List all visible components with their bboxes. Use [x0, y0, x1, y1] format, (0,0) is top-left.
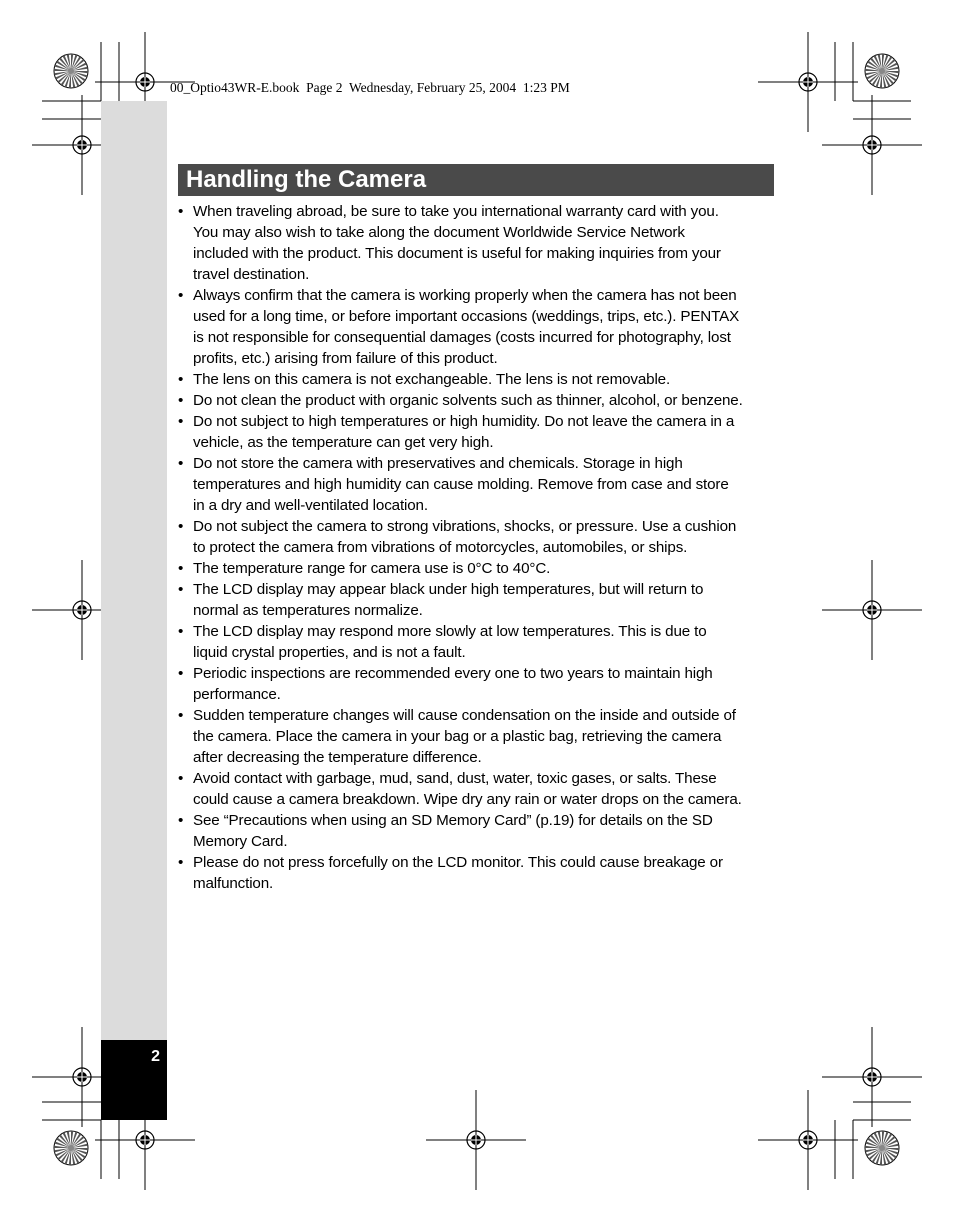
list-item-text: Avoid contact with garbage, mud, sand, dust, water, toxic gases, or salts. These could cause a camera breakdown. Wipe dry any rain or water drops on the camera.	[193, 770, 742, 808]
list-item-text: See “Precautions when using an SD Memory Card” (p.19) for details on the SD Memory Card.	[193, 812, 713, 850]
bullet-marker: •	[178, 287, 184, 304]
section-body	[178, 201, 778, 894]
bullet-marker: •	[178, 518, 184, 535]
list-item-text: Do not subject the camera to strong vibrations, shocks, or pressure. Use a cushion to protect the camera from vibrations of motorcycles, automobiles, or ships.	[193, 518, 737, 556]
list-item	[178, 852, 778, 894]
bullet-marker: •	[178, 560, 184, 577]
bullet-marker: •	[178, 770, 184, 787]
list-item-text: Please do not press forcefully on the LCD monitor. This could cause breakage or malfunction.	[193, 854, 723, 892]
list-item	[178, 369, 778, 390]
list-item-text: The LCD display may respond more slowly at low temperatures. This is due to liquid crystal properties, and is not a fault.	[193, 623, 707, 661]
list-item	[178, 621, 778, 663]
list-item	[178, 579, 778, 621]
list-item-text: Periodic inspections are recommended every one to two years to maintain high performance.	[193, 665, 713, 703]
list-item-text: The lens on this camera is not exchangeable. The lens is not removable.	[193, 371, 671, 388]
list-item	[178, 558, 778, 579]
star-target	[865, 54, 899, 88]
list-item	[178, 810, 778, 852]
handling-precautions-list	[178, 201, 778, 894]
registration-target	[822, 95, 922, 195]
list-item	[178, 390, 778, 411]
list-item-text: Do not clean the product with organic solvents such as thinner, alcohol, or benzene.	[193, 392, 743, 409]
list-item	[178, 663, 778, 705]
list-item	[178, 516, 778, 558]
list-item	[178, 705, 778, 768]
list-item-text: Do not store the camera with preservatives and chemicals. Storage in high temperatures and high humidity can cause molding. Remove from case and store in a dry and well-ventilated location.	[193, 455, 729, 514]
section-heading-bar	[178, 164, 774, 196]
bullet-marker: •	[178, 581, 184, 598]
bullet-marker: •	[178, 707, 184, 724]
list-item-text: Do not subject to high temperatures or high humidity. Do not leave the camera in a vehicle, as the temperature can get very high.	[193, 413, 735, 451]
list-item	[178, 285, 778, 369]
registration-target	[822, 560, 922, 660]
list-item-text: When traveling abroad, be sure to take you international warranty card with you. You may also wish to take along the document Worldwide Service Network included with the product. This document is useful for making inquiries from your travel destination.	[193, 203, 721, 283]
bullet-marker: •	[178, 623, 184, 640]
bullet-marker: •	[178, 371, 184, 388]
section-title: Handling the Camera	[186, 166, 427, 193]
bullet-marker: •	[178, 413, 184, 430]
page-number: 2	[151, 1048, 160, 1065]
registration-target	[758, 32, 858, 132]
bullet-marker: •	[178, 854, 184, 871]
list-item-text: The LCD display may appear black under high temperatures, but will return to normal as temperatures normalize.	[193, 581, 704, 619]
list-item-text: Always confirm that the camera is working properly when the camera has not been used for a long time, or before important occasions (weddings, trips, etc.). PENTAX is not responsible for consequential damages (costs incurred for photography, lost profits, etc.) arising from failure of this product.	[193, 287, 740, 367]
list-item	[178, 411, 778, 453]
registration-target	[822, 1027, 922, 1127]
registration-target	[758, 1090, 858, 1190]
bullet-marker: •	[178, 812, 184, 829]
bullet-marker: •	[178, 665, 184, 682]
list-item-text: The temperature range for camera use is 0°C to 40°C.	[193, 560, 551, 577]
print-slug: 00_Optio43WR-E.book Page 2 Wednesday, February 25, 2004 1:23 PM	[170, 80, 570, 95]
list-item	[178, 768, 778, 810]
list-item-text: Sudden temperature changes will cause condensation on the inside and outside of the camera. Place the camera in your bag or a plastic bag, retrieving the camera after decreasing the temperature difference.	[193, 707, 736, 766]
bullet-marker: •	[178, 392, 184, 409]
star-target	[54, 1131, 88, 1165]
bullet-marker: •	[178, 203, 184, 220]
bullet-marker: •	[178, 455, 184, 472]
star-target	[54, 54, 88, 88]
list-item	[178, 201, 778, 285]
registration-target	[426, 1090, 526, 1190]
page-number-tab	[101, 1040, 167, 1120]
star-target	[865, 1131, 899, 1165]
list-item	[178, 453, 778, 516]
side-margin-band	[101, 101, 167, 1120]
